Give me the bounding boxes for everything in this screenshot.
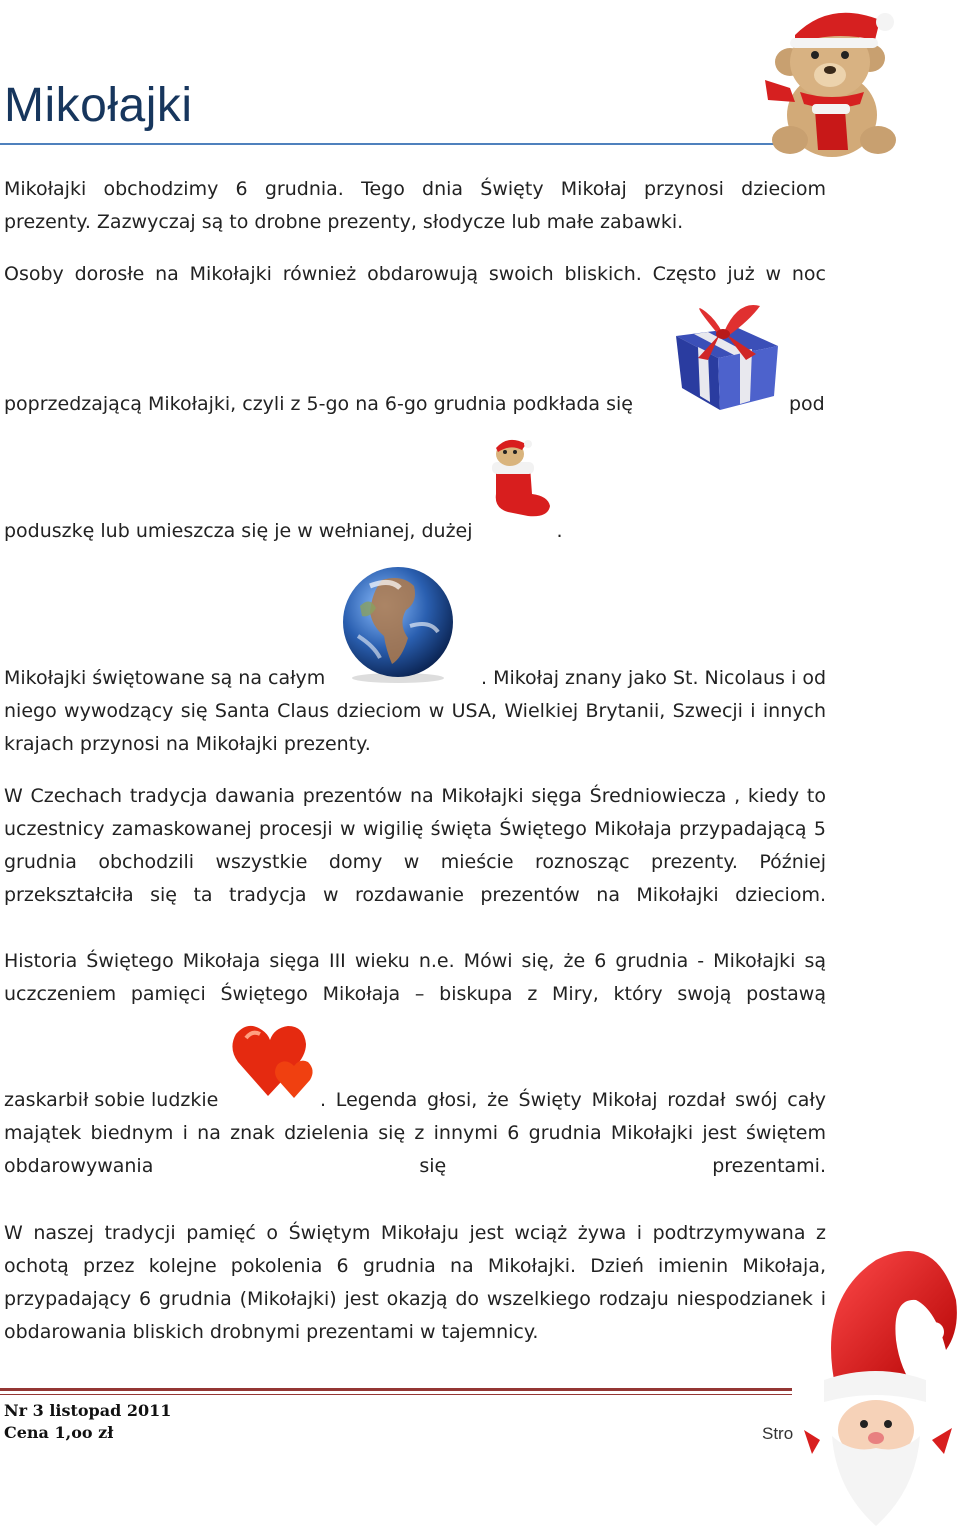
paragraph-4-line-4: przekształciła się ta tradycja w rozdawanie prezentów na Mikołajki dzieciom. [4,884,826,906]
paragraph-2-line-3-start: poduszkę lub umieszcza się je w wełnianej, dużej [4,520,473,542]
paragraph-2-line-2-end: pod [789,393,825,415]
paragraph-5-line-2: uczczeniem pamięci Świętego Mikołaja – biskupa z Miry, który swoją postawą [4,983,826,1005]
paragraph-4-line-1: W Czechach tradycja dawania prezentów na Mikołajki sięga Średniowiecza , kiedy to [4,785,826,807]
paragraph-5-line-3-end: . Legenda głosi, że Święty Mikołaj rozdał swój cały [320,1089,826,1111]
footer-divider-thin [0,1394,792,1395]
paragraph-6-line-4: obdarowania bliskich drobnymi prezentami w tajemnicy. [4,1321,539,1343]
paragraph-6-line-2: ochotą przez kolejne pokolenia 6 grudnia na Mikołajki. Dzień imienin Mikołaja, [4,1255,826,1277]
paragraph-3-line-1-end: . Mikołaj znany jako St. Nicolaus i od [480,667,826,689]
stocking-icon [478,438,556,520]
paragraph-2-line-3-end: . [556,520,563,542]
santa-hat-icon [796,1240,960,1530]
teddy-bear-icon [760,0,910,165]
paragraph-4-line-3: grudnia obchodzili wszystkie domy w mieście roznosząc prezenty. Później [4,851,826,873]
paragraph-2-line-1: Osoby dorosłe na Mikołajki również obdarowują swoich bliskich. Często już w noc [4,263,826,285]
paragraph-1-line-1: Mikołajki obchodzimy 6 grudnia. Tego dnia Święty Mikołaj przynosi dzieciom [4,178,826,200]
paragraph-5-line-1: Historia Świętego Mikołaja sięga III wieku n.e. Mówi się, że 6 grudnia - Mikołajki są [4,950,826,972]
footer-issue: Nr 3 listopad 2011 [4,1401,172,1420]
paragraph-5-line-3-start: zaskarbił sobie ludzkie [4,1089,219,1111]
paragraph-3-line-2: niego wywodzący się Santa Claus dzieciom w USA, Wielkiej Brytanii, Szwecji i innych [4,700,826,722]
paragraph-2-line-2-start: poprzedzającą Mikołajki, czyli z 5-go na 6-go grudnia podkłada się [4,393,633,415]
paragraph-6-line-3: przypadający 6 grudnia (Mikołajki) jest okazją do wszelkiego rodzaju niespodzianek i [4,1288,826,1310]
page-title: Mikołajki [4,79,193,132]
footer-page-label: Stro [762,1424,794,1443]
paragraph-1-line-2: prezenty. Zazwyczaj są to drobne prezenty, słodycze lub małe zabawki. [4,211,684,233]
paragraph-2-line-3 [4,518,826,544]
title-divider [0,143,830,145]
paragraph-3-line-3: krajach przynosi na Mikołajki prezenty. [4,733,371,755]
paragraph-5-line-4: majątek biednym i na znak dzielenia się z innymi 6 grudnia Mikołajki jest świętem [4,1122,826,1144]
gift-icon [668,298,786,413]
paragraph-4-line-2: uczestnicy zamaskowanej procesji w wigilię święta Świętego Mikołaja przypadającą 5 [4,818,826,840]
footer-divider-thick [0,1388,792,1391]
paragraph-3-line-1-start: Mikołajki świętowane są na całym [4,667,326,689]
paragraph-6-line-1: W naszej tradycji pamięć o Świętym Mikołaju jest wciąż żywa i podtrzymywana z [4,1222,826,1244]
footer-price: Cena 1,oo zł [4,1423,114,1442]
paragraph-5-line-5: obdarowywania się prezentami. [4,1155,826,1177]
